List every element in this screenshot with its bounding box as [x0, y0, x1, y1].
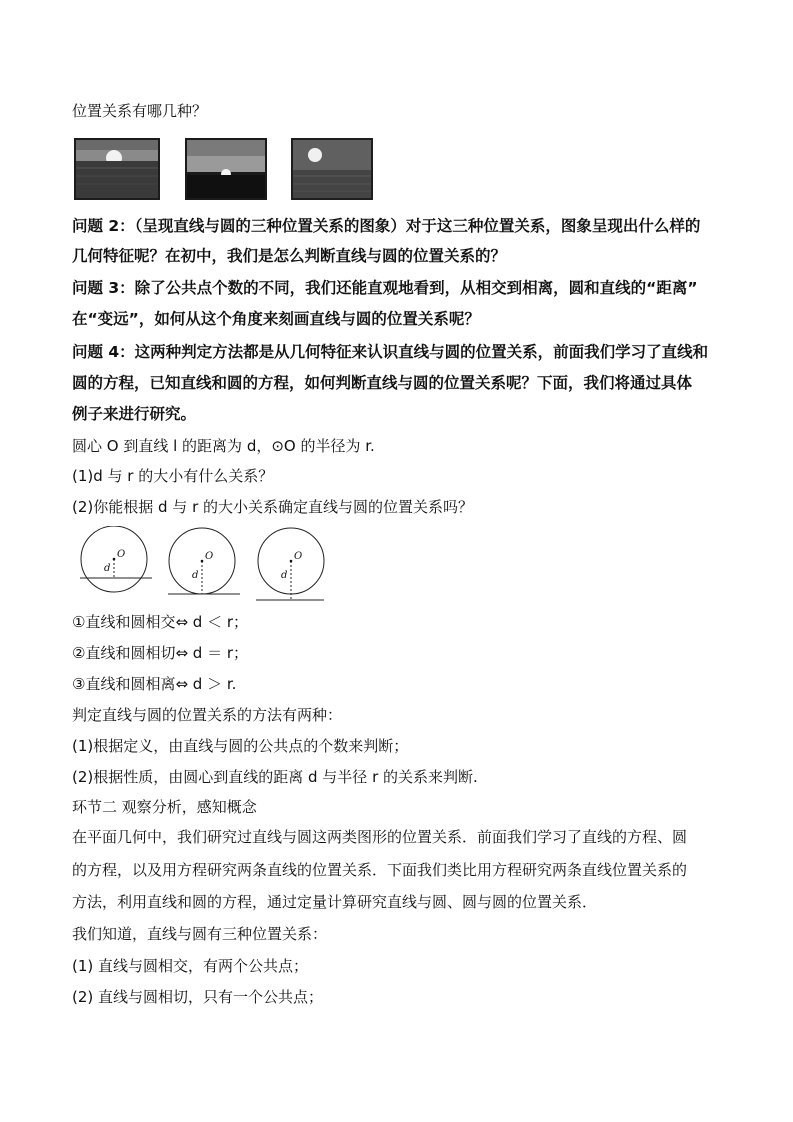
distance-label: d [281, 570, 288, 581]
sub-question-1: (1)d 与 r 的大小有什么关系？ [72, 467, 274, 485]
relation-separate: ③直线和圆相离⇔ d ＞ r. [72, 675, 237, 693]
sunset-image-separate [291, 138, 373, 200]
known-item-2: (2) 直线与圆相切，只有一个公共点； [72, 988, 324, 1006]
sub-question-2: (2)你能根据 d 与 r 的大小关系确定直线与圆的位置关系吗？ [72, 498, 474, 516]
setup-text: 圆心 O 到直线 l 的距离为 d，⊙O 的半径为 r. [72, 437, 375, 455]
methods-intro: 判定直线与圆的位置关系的方法有两种： [72, 706, 343, 724]
section-2-para-line-2: 的方程，以及用方程研究两条直线的位置关系．下面我们类比用方程研究两条直线位置关系的 [72, 861, 688, 879]
section-2-title: 环节二 观察分析，感知概念 [72, 798, 257, 816]
question-3-line-1: 问题 3：除了公共点个数的不同，我们还能直观地看到，从相交到相离，圆和直线的“距离” [72, 279, 698, 297]
question-2-line-1: 问题 2：（呈现直线与圆的三种位置关系的图象）对于这三种位置关系，图象呈现出什么样的 [72, 217, 701, 235]
known-intro: 我们知道，直线与圆有三种位置关系： [72, 925, 328, 943]
section-2-para-line-3: 方法，利用直线和圆的方程，通过定量计算研究直线与圆、圆与圆的位置关系． [72, 893, 598, 911]
relation-tangent: ②直线和圆相切⇔ d ＝ r； [72, 644, 249, 662]
question-4-line-3: 例子来进行研究。 [72, 405, 197, 423]
question-4-line-2: 圆的方程，已知直线和圆的方程，如何判断直线与圆的位置关系呢？下面，我们将通过具体 [72, 374, 693, 392]
question-3-line-2: 在“变远”，如何从这个角度来刻画直线与圆的位置关系呢？ [72, 310, 480, 328]
diagram-tangent [168, 528, 240, 594]
section-2-para-line-1: 在平面几何中，我们研究过直线与圆这两类图形的位置关系．前面我们学习了直线的方程、圆 [72, 828, 688, 846]
distance-label: d [104, 563, 111, 574]
sunset-image-tangent [185, 138, 267, 200]
question-4-line-1: 问题 4：这两种判定方法都是从几何特征来认识直线与圆的位置关系，前面我们学习了直线和 [72, 343, 709, 361]
intro-question: 位置关系有哪几种？ [72, 102, 208, 120]
sunset-image-intersecting [74, 138, 160, 200]
circle-line-diagram [76, 526, 331, 604]
center-label: O [205, 551, 214, 562]
center-label: O [117, 549, 126, 560]
question-2-line-2: 几何特征呢？在初中，我们是怎么判断直线与圆的位置关系的？ [72, 247, 507, 265]
known-item-1: (1) 直线与圆相交，有两个公共点； [72, 957, 309, 975]
method-2: (2)根据性质，由圆心到直线的距离 d 与半径 r 的关系来判断. [72, 768, 478, 786]
diagram-separate [256, 528, 324, 600]
method-1: (1)根据定义，由直线与圆的公共点的个数来判断； [72, 737, 409, 755]
distance-label: d [192, 570, 199, 581]
relation-intersect: ①直线和圆相交⇔ d ＜ r； [72, 613, 249, 631]
diagram-intersecting [80, 526, 152, 592]
center-label: O [294, 551, 303, 562]
